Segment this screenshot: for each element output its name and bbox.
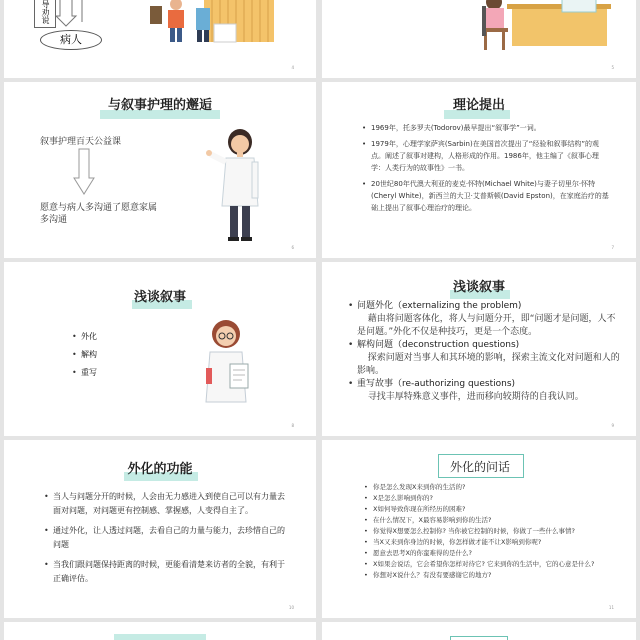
slide-flow-partial [4,0,316,78]
question-item: • 你想对X说什么？有没有要感谢它的地方? [364,570,616,581]
page-number: 8 [291,423,294,428]
function-list [44,490,288,586]
slide-externalization-function [4,440,316,618]
pharmacy-counter-illustration [144,0,279,45]
method-body: 寻找丰厚特殊意义事件，进而移向较期待的自我认同。 [367,392,584,402]
slide-title: 外化的功能 [127,462,193,477]
question-item: • 愿意去思考X的你蛮难得的是什么? [364,548,616,559]
title-highlight [114,634,206,640]
communication-line: 愿意与病人多沟通了愿意家属多沟通 [40,203,158,225]
concept-item: • 重写 [72,364,152,382]
flow-box [34,0,56,28]
title-box [450,636,508,640]
question-item: • X如果会说话，它会希望你怎样对待它? 它来到你的生活中，它的心意是什么? [364,559,616,570]
theory-item: • 1979年，心理学家萨宾(Sarbin)在美国首次提出了“经验和叙事结构”的观点。阐述了叙事对建构，人格形成的作用。1986年，他主编了《叙事心理学：人类行为的故事性》一书。 [362,138,610,174]
slide-title: 与叙事护理的邂逅 [107,98,212,113]
method-head: 解构问题（deconstruction questions) [357,340,520,350]
patient-oval [40,30,102,50]
slide-title: 浅谈叙事 [452,280,505,295]
reception-desk-illustration [452,0,622,60]
slide-title: 理论提出 [452,98,505,113]
page-number: 10 [288,605,294,610]
course-line: 叙事护理百天公益课 [40,137,122,147]
concept-item: • 外化 [72,328,152,346]
function-item: • 当人与问题分开的时候，人会由无力感进入到使自己可以有力量去面对问题，对问题更有控制感、掌握感，人变得自主了。 [44,490,288,518]
flow-arrow-icon [54,0,94,30]
page-number: 5 [611,65,614,70]
method-item [348,339,624,378]
method-body: 藉由将问题客体化，将人与问题分开，即“问题才是问题，人不是问题。”外化不仅是种技巧，更是一个态度。 [357,314,616,337]
method-head: 问题外化（externalizing the problem) [357,301,522,311]
method-item [348,378,624,404]
slide-illustration-partial [322,0,636,78]
theory-item: • 1969年，托多罗夫(Todorov)最早提出“叙事学”一词。 [362,122,610,134]
method-list [348,300,624,404]
slide-theory [322,82,636,258]
question-item: • X是怎么影响到你的? [364,493,616,504]
function-item: • 当我们跟问题保持距离的时候，更能看清楚来访者的全貌，有利于正确评估。 [44,558,288,586]
question-item: • 你是怎么发现X来到你的生活的? [364,482,616,493]
slide-title: 浅谈叙事 [133,290,186,305]
function-item: • 通过外化，让人透过问题，去看自己的力量与能力，去珍惜自己的问题 [44,524,288,552]
concept-list [72,328,152,382]
question-item: • 在什么情况下，X最容易影响到你的生活? [364,515,616,526]
page-number: 7 [611,245,614,250]
page-number: 9 [611,423,614,428]
theory-item: • 20世纪80年代澳大利亚的麦克·怀特(Michael White)与妻子切里尔·怀特(Cheryl White)，新西兰的大卫·艾普斯顿(David Epston)，在家庭治疗的基础上提出了叙事心理治疗的理论。 [362,178,610,214]
down-arrow-icon [72,148,96,196]
page-number: 6 [291,245,294,250]
method-body: 探索问题对当事人和其环境的影响，探索主流文化对问题和人的影响。 [357,353,620,376]
slide-narrative-detail [322,262,636,436]
question-item: • X如何导致你现在所经历的困难? [364,504,616,515]
slide-next-partial [322,622,636,640]
slide-narrative-intro [4,262,316,436]
method-head: 重写故事（re-authorizing questions) [357,379,516,389]
slide-next-partial [4,622,316,640]
nurse-illustration [204,126,274,244]
page-number: 11 [608,605,614,610]
patient-oval-label: 病人 [60,33,82,46]
theory-list [362,122,610,214]
question-list [364,482,616,581]
slide-externalization-questions [322,440,636,618]
question-item: • 你觉得X想要怎么控制你? 当你被它控制的时候，你做了一些什么事情? [364,526,616,537]
flow-vertical-label: 导劝说 [41,0,50,24]
doctor-illustration [200,316,254,408]
slide-encounter [4,82,316,258]
slide-title: 外化的问话 [449,460,510,474]
method-item [348,300,624,339]
page-number: 4 [291,65,294,70]
concept-item: • 解构 [72,346,152,364]
question-item: • 当X又来到你身边的时候，你怎样做才能不让X影响到你呢? [364,537,616,548]
